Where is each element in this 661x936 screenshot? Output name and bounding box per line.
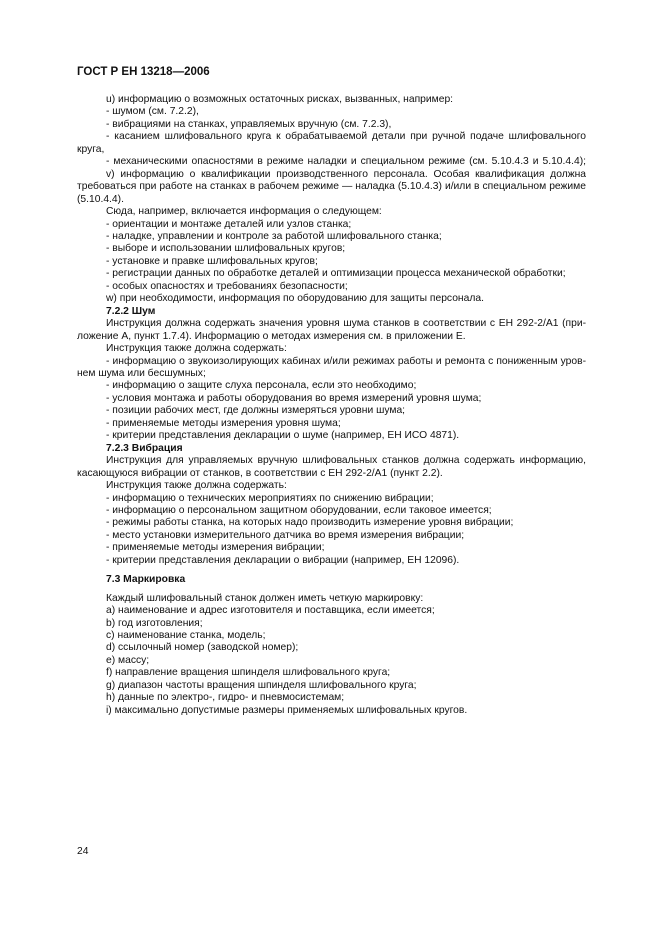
list-item: - критерии представления декларации о шуме (например, ЕН ИСО 4871). (106, 430, 460, 442)
list-item: b) год изготовления; (106, 617, 203, 629)
list-item: - установке и правке шлифовальных кругов; (106, 255, 318, 267)
list-item: f) направление вращения шпинделя шлифовального круга; (106, 667, 391, 679)
text-line: (5.10.4.4). (77, 193, 124, 205)
text-line: нем шума или бесшумных; (77, 367, 206, 379)
document-header: ГОСТ Р ЕН 13218—2006 (77, 66, 210, 78)
list-item: d) ссылочный номер (заводской номер); (106, 642, 299, 654)
list-item: - вибрациями на станках, управляемых вручную (см. 7.2.3), (106, 118, 392, 130)
list-item: - информацию о технических мероприятиях по снижению вибрации; (106, 492, 434, 504)
page-body (77, 94, 586, 717)
paragraph: Сюда, например, включается информация о следующем: (106, 206, 382, 218)
text-line: круга, (77, 143, 105, 155)
list-item: - ориентации и монтаже деталей или узлов станка; (106, 218, 352, 230)
paragraph: Инструкция также должна содержать: (106, 480, 287, 492)
list-item: - информацию о персональном защитном оборудовании, если таковое имеется; (106, 504, 492, 516)
list-item: c) наименование станка, модель; (106, 630, 266, 642)
paragraph: Инструкция для управляемых вручную шлифовальных станков должна содержать информацию, (106, 455, 586, 467)
list-item: - условия монтажа и работы оборудования во время измерений уровня шума; (106, 392, 482, 404)
paragraph: Инструкция также должна содержать: (106, 343, 287, 355)
list-item: - информацию о звукоизолирующих кабинах и/или режимах работы и ремонта с пониженным уров- (106, 355, 586, 367)
list-item: a) наименование и адрес изготовителя и поставщика, если имеется; (106, 605, 435, 617)
list-item: h) данные по электро-, гидро- и пневмосистемам; (106, 692, 345, 704)
section-heading: 7.2.3 Вибрация (106, 442, 183, 454)
paragraph: Каждый шлифовальный станок должен иметь четкую маркировку: (106, 592, 424, 604)
list-item: - механическими опасностями в режиме наладки и специальном режиме (см. 5.10.4.3 и 5.10.4.4); (106, 156, 586, 168)
list-item: - особых опасностях и требованиях безопасности; (106, 280, 348, 292)
list-item: - критерии представления декларации о вибрации (например, ЕН 12096). (106, 554, 460, 566)
list-item: - место установки измерительного датчика во время измерения вибрации; (106, 529, 465, 541)
list-item: - позиции рабочих мест, где должны измеряться уровни шума; (106, 405, 406, 417)
list-item: - шумом (см. 7.2.2), (106, 106, 199, 118)
list-item: e) массу; (106, 654, 150, 666)
text-line: касающуюся вибрации от станков, в соответствии с ЕН 292-2/А1 (пункт 2.2). (77, 467, 443, 479)
list-item: w) при необходимости, информация по оборудованию для защиты персонала. (106, 293, 484, 305)
list-item: - наладке, управлении и контроле за работой шлифовального станка; (106, 230, 442, 242)
section-heading: 7.2.2 Шум (106, 305, 156, 317)
list-item: - регистрации данных по обработке деталей и оптимизации процесса механической обработки; (106, 268, 566, 280)
list-item: - применяемые методы измерения уровня шума; (106, 417, 341, 429)
paragraph: Инструкция должна содержать значения уровня шума станков в соответствии с ЕН 292-2/А1 (при- (106, 318, 586, 330)
section-heading: 7.3 Маркировка (106, 574, 186, 586)
list-item: - касанием шлифовального круга к обрабатываемой детали при ручной подаче шлифовального (106, 131, 586, 143)
list-item: - информацию о защите слуха персонала, если это необходимо; (106, 380, 417, 392)
list-item: v) информацию о квалификации производственного персонала. Особая квалификация должна (106, 168, 586, 180)
page-number: 24 (77, 846, 89, 857)
list-item: u) информацию о возможных остаточных рисках, вызванных, например: (106, 94, 454, 105)
list-item: - режимы работы станка, на которых надо производить измерение уровня вибрации; (106, 517, 514, 529)
list-item: i) максимально допустимые размеры применяемых шлифовальных кругов. (106, 704, 468, 716)
list-item: - применяемые методы измерения вибрации; (106, 542, 325, 554)
list-item: g) диапазон частоты вращения шпинделя шлифовального круга; (106, 679, 417, 691)
text-line: ложение А, пункт 1.7.4). Информацию о методах измерения см. в приложении Е. (77, 330, 466, 342)
list-item: - выборе и использовании шлифовальных кругов; (106, 243, 346, 255)
text-line: требоваться при работе на станках в рабочем режиме — наладка (5.10.4.3) и/или в специальном режиме (77, 181, 586, 193)
